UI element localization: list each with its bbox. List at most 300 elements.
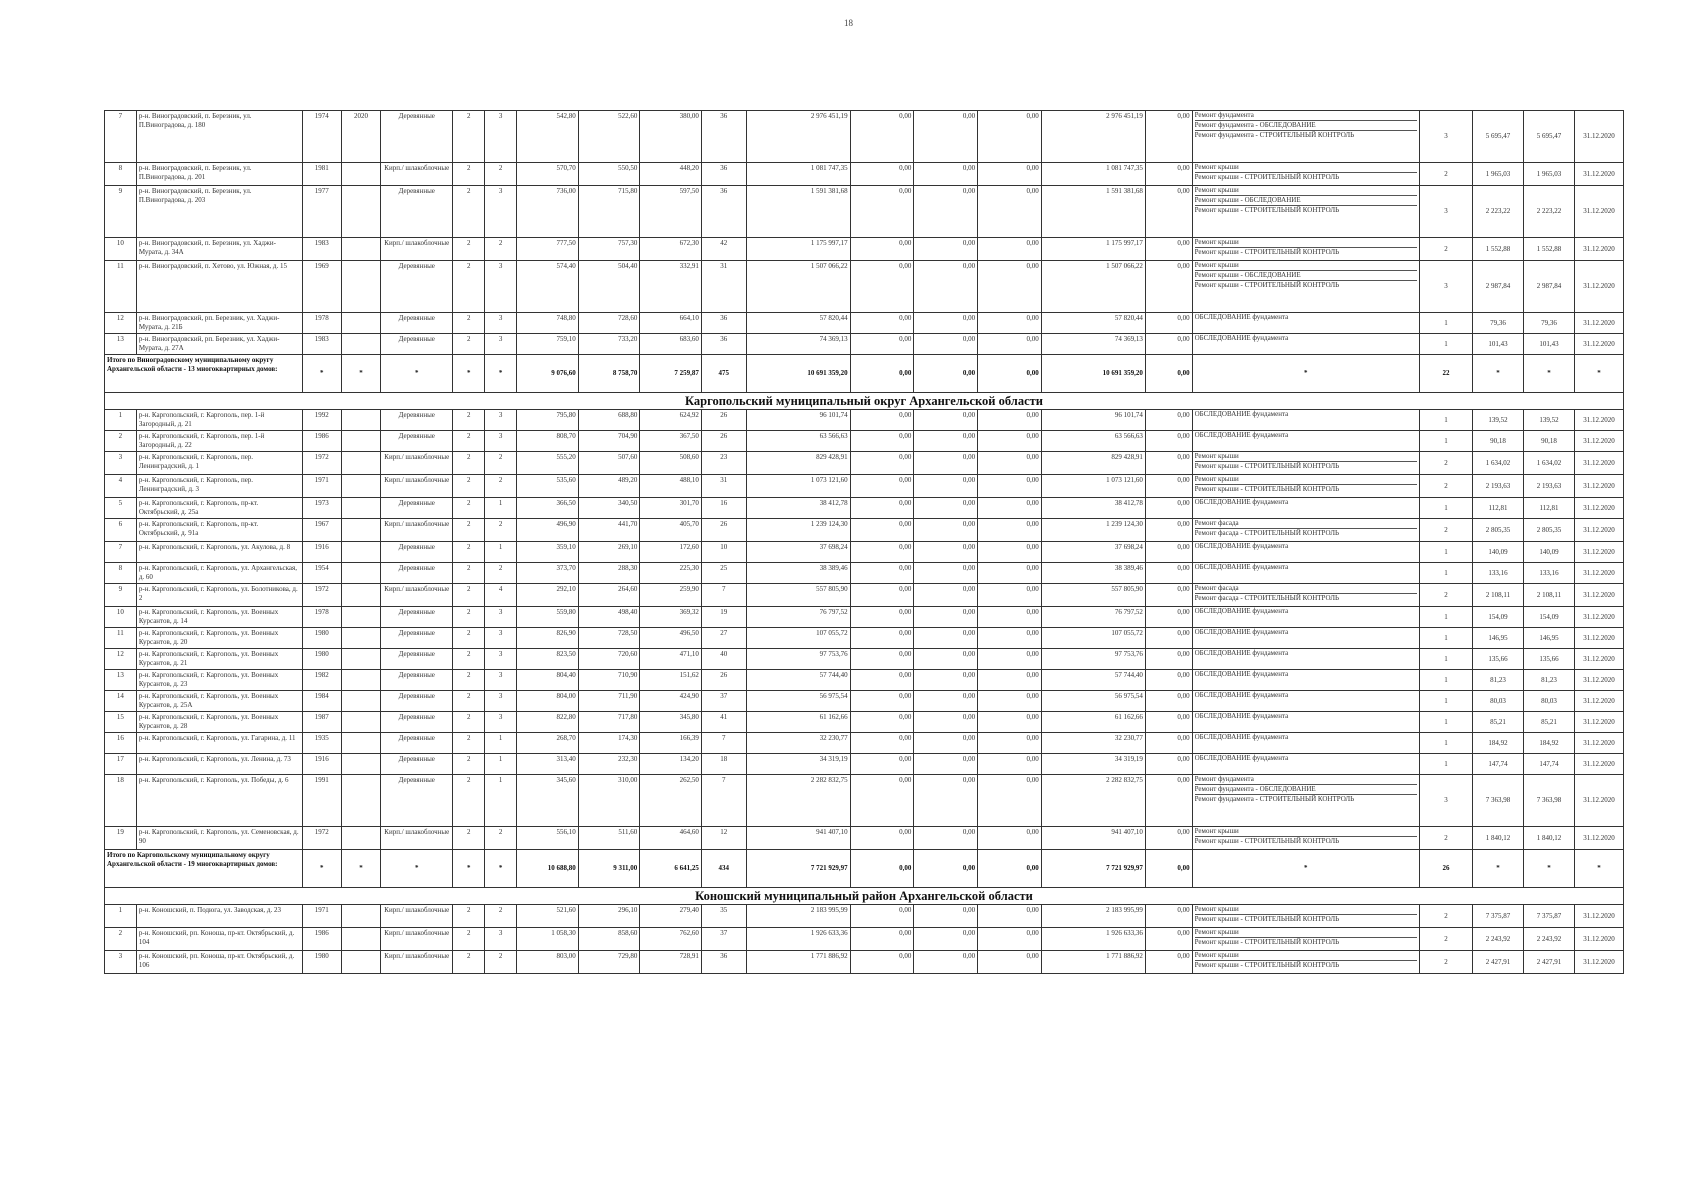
build-year: 1935 (302, 733, 341, 754)
wall-material: Деревянные (381, 334, 453, 355)
max-unit-cost: 80,03 (1524, 691, 1575, 712)
unit-cost: 2 805,35 (1473, 519, 1524, 542)
value-f4: 1 081 747,35 (1041, 163, 1145, 186)
total-f3: 0,00 (978, 355, 1042, 393)
work-item: ОБСЛЕДОВАНИЕ фундамента (1194, 542, 1289, 550)
value-f4: 38 389,46 (1041, 563, 1145, 584)
value-f2: 0,00 (914, 313, 978, 334)
repair-year (341, 928, 380, 951)
value-people: 25 (701, 563, 746, 584)
works-list (1192, 410, 1419, 431)
value-a2: 728,50 (578, 628, 640, 649)
value-f5: 0,00 (1145, 498, 1192, 519)
value-f2: 0,00 (914, 452, 978, 475)
work-item: Ремонт фундамента - СТРОИТЕЛЬНЫЙ КОНТРОЛЬ (1194, 131, 1355, 139)
unit-cost: 79,36 (1473, 313, 1524, 334)
floors: 2 (453, 733, 485, 754)
value-a3: 728,91 (640, 951, 702, 974)
repair-year (341, 754, 380, 775)
total-a3: 7 259,87 (640, 355, 702, 393)
entrances: 2 (485, 519, 517, 542)
value-f3: 0,00 (978, 754, 1042, 775)
value-total: 32 230,77 (746, 733, 850, 754)
address: р-н. Каргопольский, г. Каргополь, ул. Болотникова, д. 2 (136, 584, 302, 607)
value-f5: 0,00 (1145, 951, 1192, 974)
value-people: 40 (701, 649, 746, 670)
entrances: 2 (485, 905, 517, 928)
value-f2: 0,00 (914, 951, 978, 974)
value-f4: 1 507 066,22 (1041, 261, 1145, 313)
value-f4: 829 428,91 (1041, 452, 1145, 475)
build-year: 1916 (302, 754, 341, 775)
floors: 2 (453, 261, 485, 313)
repair-year: 2020 (341, 111, 380, 163)
value-a1: 556,10 (517, 827, 579, 850)
deadline: 31.12.2020 (1575, 584, 1624, 607)
value-f1: 0,00 (850, 410, 914, 431)
value-a2: 489,20 (578, 475, 640, 498)
value-total: 829 428,91 (746, 452, 850, 475)
value-f4: 61 162,66 (1041, 712, 1145, 733)
unit-cost: 2 223,22 (1473, 186, 1524, 238)
value-f2: 0,00 (914, 431, 978, 452)
value-a1: 313,40 (517, 754, 579, 775)
build-year: 1991 (302, 775, 341, 827)
value-f3: 0,00 (978, 186, 1042, 238)
value-a2: 729,80 (578, 951, 640, 974)
unit-cost: 2 987,84 (1473, 261, 1524, 313)
repair-year (341, 712, 380, 733)
wall-material: Кирп./ шлакоблочные (381, 238, 453, 261)
value-total: 2 976 451,19 (746, 111, 850, 163)
table-row (105, 563, 1624, 584)
wall-material: Деревянные (381, 431, 453, 452)
value-total: 61 162,66 (746, 712, 850, 733)
value-a2: 507,60 (578, 452, 640, 475)
value-a3: 624,92 (640, 410, 702, 431)
works-list (1192, 670, 1419, 691)
works-list (1192, 905, 1419, 928)
wall-material: Деревянные (381, 691, 453, 712)
wall-material: Кирп./ шлакоблочные (381, 475, 453, 498)
work-item: Ремонт крыши - ОБСЛЕДОВАНИЕ (1195, 271, 1417, 281)
value-f3: 0,00 (978, 733, 1042, 754)
value-f5: 0,00 (1145, 584, 1192, 607)
value-a2: 264,60 (578, 584, 640, 607)
entrances: 3 (485, 712, 517, 733)
value-a3: 172,60 (640, 542, 702, 563)
row-number: 4 (105, 475, 137, 498)
max-unit-cost: 2 987,84 (1524, 261, 1575, 313)
repair-year (341, 628, 380, 649)
floors: 2 (453, 563, 485, 584)
deadline: 31.12.2020 (1575, 542, 1624, 563)
value-people: 26 (701, 670, 746, 691)
floors: 2 (453, 712, 485, 733)
works-count: 2 (1419, 584, 1472, 607)
entrances: 1 (485, 733, 517, 754)
works-list (1192, 712, 1419, 733)
floors: 2 (453, 475, 485, 498)
work-item: Ремонт фундамента - ОБСЛЕДОВАНИЕ (1195, 121, 1417, 131)
value-people: 27 (701, 628, 746, 649)
value-f5: 0,00 (1145, 628, 1192, 649)
floors: 2 (453, 186, 485, 238)
value-total: 2 282 832,75 (746, 775, 850, 827)
value-a2: 288,30 (578, 563, 640, 584)
max-unit-cost: 2 427,91 (1524, 951, 1575, 974)
value-f5: 0,00 (1145, 186, 1192, 238)
unit-cost: 140,09 (1473, 542, 1524, 563)
table-row (105, 928, 1624, 951)
value-f2: 0,00 (914, 475, 978, 498)
entrances: 2 (485, 163, 517, 186)
value-f4: 2 976 451,19 (1041, 111, 1145, 163)
floors: 2 (453, 649, 485, 670)
value-f4: 941 407,10 (1041, 827, 1145, 850)
work-item: ОБСЛЕДОВАНИЕ фундамента (1194, 607, 1289, 615)
value-f2: 0,00 (914, 186, 978, 238)
row-number: 19 (105, 827, 137, 850)
value-people: 36 (701, 951, 746, 974)
value-a1: 759,10 (517, 334, 579, 355)
unit-cost: 81,23 (1473, 670, 1524, 691)
value-total: 76 797,52 (746, 607, 850, 628)
value-f3: 0,00 (978, 712, 1042, 733)
address: р-н. Каргопольский, г. Каргополь, ул. Ленина, д. 73 (136, 754, 302, 775)
address: р-н. Каргопольский, г. Каргополь, пр-кт. Октябрьский, д. 25а (136, 498, 302, 519)
max-unit-cost: 2 108,11 (1524, 584, 1575, 607)
value-f3: 0,00 (978, 452, 1042, 475)
deadline: 31.12.2020 (1575, 519, 1624, 542)
value-f4: 38 412,78 (1041, 498, 1145, 519)
works-list (1192, 754, 1419, 775)
address: р-н. Коношский, п. Подюга, ул. Заводская, д. 23 (136, 905, 302, 928)
max-unit-cost: 90,18 (1524, 431, 1575, 452)
total-works-count: 22 (1419, 355, 1472, 393)
total-star-entr: * (485, 355, 517, 393)
row-number: 9 (105, 186, 137, 238)
repair-year (341, 431, 380, 452)
repair-year (341, 563, 380, 584)
value-a3: 134,20 (640, 754, 702, 775)
works-count: 2 (1419, 475, 1472, 498)
housing-repair-table (104, 110, 1624, 974)
value-total: 56 975,54 (746, 691, 850, 712)
value-f1: 0,00 (850, 733, 914, 754)
deadline: 31.12.2020 (1575, 431, 1624, 452)
unit-cost: 7 375,87 (1473, 905, 1524, 928)
value-people: 16 (701, 498, 746, 519)
entrances: 3 (485, 334, 517, 355)
build-year: 1984 (302, 691, 341, 712)
work-item: Ремонт крыши (1195, 452, 1417, 462)
repair-year (341, 607, 380, 628)
value-people: 7 (701, 584, 746, 607)
unit-cost: 5 695,47 (1473, 111, 1524, 163)
works-count: 2 (1419, 163, 1472, 186)
unit-cost: 2 193,63 (1473, 475, 1524, 498)
total-star-year2: * (341, 850, 380, 888)
value-a3: 471,10 (640, 649, 702, 670)
repair-year (341, 775, 380, 827)
total-f1: 0,00 (850, 355, 914, 393)
value-a1: 574,40 (517, 261, 579, 313)
wall-material: Деревянные (381, 111, 453, 163)
value-f1: 0,00 (850, 542, 914, 563)
row-number: 16 (105, 733, 137, 754)
value-a3: 672,30 (640, 238, 702, 261)
works-list (1192, 238, 1419, 261)
max-unit-cost: 2 223,22 (1524, 186, 1575, 238)
value-f3: 0,00 (978, 607, 1042, 628)
work-item: ОБСЛЕДОВАНИЕ фундамента (1194, 498, 1289, 506)
value-people: 26 (701, 431, 746, 452)
work-item: ОБСЛЕДОВАНИЕ фундамента (1194, 563, 1289, 571)
row-number: 8 (105, 563, 137, 584)
value-a3: 369,32 (640, 607, 702, 628)
value-f5: 0,00 (1145, 754, 1192, 775)
value-f5: 0,00 (1145, 313, 1192, 334)
floors: 2 (453, 431, 485, 452)
max-unit-cost: 85,21 (1524, 712, 1575, 733)
repair-year (341, 542, 380, 563)
value-a2: 340,50 (578, 498, 640, 519)
total-star-works: * (1192, 355, 1419, 393)
value-total: 107 055,72 (746, 628, 850, 649)
section-header (105, 888, 1624, 905)
work-item: Ремонт крыши - СТРОИТЕЛЬНЫЙ КОНТРОЛЬ (1194, 206, 1340, 214)
value-a3: 424,90 (640, 691, 702, 712)
row-number: 5 (105, 498, 137, 519)
value-f3: 0,00 (978, 691, 1042, 712)
value-a1: 822,80 (517, 712, 579, 733)
deadline: 31.12.2020 (1575, 827, 1624, 850)
unit-cost: 80,03 (1473, 691, 1524, 712)
max-unit-cost: 7 375,87 (1524, 905, 1575, 928)
work-item: ОБСЛЕДОВАНИЕ фундамента (1194, 733, 1289, 741)
max-unit-cost: 1 552,88 (1524, 238, 1575, 261)
address: р-н. Виноградовский, п. Березник, ул. П.Виноградова, д. 201 (136, 163, 302, 186)
row-number: 11 (105, 628, 137, 649)
value-f2: 0,00 (914, 928, 978, 951)
works-count: 1 (1419, 691, 1472, 712)
address: р-н. Виноградовский, п. Хетово, ул. Южная, д. 15 (136, 261, 302, 313)
value-a2: 717,80 (578, 712, 640, 733)
work-item: Ремонт крыши - ОБСЛЕДОВАНИЕ (1195, 196, 1417, 206)
wall-material: Кирп./ шлакоблочные (381, 905, 453, 928)
value-a3: 345,80 (640, 712, 702, 733)
value-f3: 0,00 (978, 542, 1042, 563)
value-f2: 0,00 (914, 563, 978, 584)
value-total: 74 369,13 (746, 334, 850, 355)
value-f3: 0,00 (978, 519, 1042, 542)
value-f5: 0,00 (1145, 261, 1192, 313)
address: р-н. Каргопольский, г. Каргополь, ул. Военных Курсантов, д. 20 (136, 628, 302, 649)
row-number: 1 (105, 905, 137, 928)
work-item: Ремонт крыши - СТРОИТЕЛЬНЫЙ КОНТРОЛЬ (1194, 173, 1340, 181)
repair-year (341, 905, 380, 928)
works-list (1192, 928, 1419, 951)
value-f2: 0,00 (914, 754, 978, 775)
total-f4: 10 691 359,20 (1041, 355, 1145, 393)
table-row (105, 712, 1624, 733)
repair-year (341, 334, 380, 355)
value-total: 34 319,19 (746, 754, 850, 775)
deadline: 31.12.2020 (1575, 905, 1624, 928)
value-a2: 728,60 (578, 313, 640, 334)
value-f1: 0,00 (850, 563, 914, 584)
value-f2: 0,00 (914, 498, 978, 519)
wall-material: Деревянные (381, 186, 453, 238)
deadline: 31.12.2020 (1575, 163, 1624, 186)
value-a3: 762,60 (640, 928, 702, 951)
value-f4: 74 369,13 (1041, 334, 1145, 355)
total-f1: 0,00 (850, 850, 914, 888)
floors: 2 (453, 519, 485, 542)
max-unit-cost: 139,52 (1524, 410, 1575, 431)
value-f1: 0,00 (850, 261, 914, 313)
unit-cost: 139,52 (1473, 410, 1524, 431)
build-year: 1992 (302, 410, 341, 431)
total-star-p2: * (1524, 850, 1575, 888)
work-item: ОБСЛЕДОВАНИЕ фундамента (1194, 431, 1289, 439)
repair-year (341, 691, 380, 712)
table-row (105, 754, 1624, 775)
works-count: 3 (1419, 775, 1472, 827)
repair-year (341, 186, 380, 238)
max-unit-cost: 154,09 (1524, 607, 1575, 628)
works-list (1192, 775, 1419, 827)
value-f4: 557 805,90 (1041, 584, 1145, 607)
floors: 2 (453, 607, 485, 628)
wall-material: Деревянные (381, 313, 453, 334)
value-people: 42 (701, 238, 746, 261)
value-f3: 0,00 (978, 163, 1042, 186)
value-f1: 0,00 (850, 607, 914, 628)
value-f2: 0,00 (914, 712, 978, 733)
value-a1: 535,60 (517, 475, 579, 498)
value-f1: 0,00 (850, 670, 914, 691)
value-f2: 0,00 (914, 410, 978, 431)
table-row (105, 238, 1624, 261)
unit-cost: 2 243,92 (1473, 928, 1524, 951)
work-item: Ремонт крыши - СТРОИТЕЛЬНЫЙ КОНТРОЛЬ (1194, 485, 1340, 493)
address: р-н. Каргопольский, г. Каргополь, пер. Ленинградский, д. 3 (136, 475, 302, 498)
entrances: 2 (485, 563, 517, 584)
value-f1: 0,00 (850, 452, 914, 475)
value-total: 1 771 886,92 (746, 951, 850, 974)
value-a1: 803,00 (517, 951, 579, 974)
repair-year (341, 475, 380, 498)
value-f2: 0,00 (914, 261, 978, 313)
value-f1: 0,00 (850, 951, 914, 974)
value-f4: 2 282 832,75 (1041, 775, 1145, 827)
value-f3: 0,00 (978, 313, 1042, 334)
work-item: Ремонт фасада - СТРОИТЕЛЬНЫЙ КОНТРОЛЬ (1194, 594, 1340, 602)
deadline: 31.12.2020 (1575, 928, 1624, 951)
total-f5: 0,00 (1145, 850, 1192, 888)
value-f1: 0,00 (850, 649, 914, 670)
table-row (105, 628, 1624, 649)
entrances: 3 (485, 186, 517, 238)
value-a3: 166,39 (640, 733, 702, 754)
value-f3: 0,00 (978, 238, 1042, 261)
value-f1: 0,00 (850, 111, 914, 163)
entrances: 1 (485, 498, 517, 519)
value-total: 1 175 997,17 (746, 238, 850, 261)
wall-material: Кирп./ шлакоблочные (381, 928, 453, 951)
value-total: 37 698,24 (746, 542, 850, 563)
works-list (1192, 111, 1419, 163)
floors: 2 (453, 163, 485, 186)
value-a1: 559,80 (517, 607, 579, 628)
row-number: 3 (105, 452, 137, 475)
entrances: 2 (485, 238, 517, 261)
entrances: 3 (485, 691, 517, 712)
total-star-year: * (302, 850, 341, 888)
value-f3: 0,00 (978, 475, 1042, 498)
works-count: 1 (1419, 498, 1472, 519)
floors: 2 (453, 111, 485, 163)
value-a1: 823,50 (517, 649, 579, 670)
value-f3: 0,00 (978, 498, 1042, 519)
value-f1: 0,00 (850, 334, 914, 355)
work-item: ОБСЛЕДОВАНИЕ фундамента (1194, 410, 1289, 418)
address: р-н. Виноградовский, п. Березник, ул. П.Виноградова, д. 180 (136, 111, 302, 163)
deadline: 31.12.2020 (1575, 670, 1624, 691)
max-unit-cost: 2 193,63 (1524, 475, 1575, 498)
works-count: 1 (1419, 670, 1472, 691)
value-f1: 0,00 (850, 163, 914, 186)
work-item: Ремонт крыши (1195, 827, 1417, 837)
value-a3: 683,60 (640, 334, 702, 355)
value-f1: 0,00 (850, 584, 914, 607)
work-item: Ремонт крыши - СТРОИТЕЛЬНЫЙ КОНТРОЛЬ (1194, 248, 1340, 256)
repair-year (341, 670, 380, 691)
works-count: 2 (1419, 238, 1472, 261)
build-year: 1973 (302, 498, 341, 519)
works-count: 1 (1419, 754, 1472, 775)
value-a1: 804,40 (517, 670, 579, 691)
total-people: 475 (701, 355, 746, 393)
total-star-p2: * (1524, 355, 1575, 393)
address: р-н. Виноградовский, рп. Березник, ул. Хаджи-Мурата, д. 27А (136, 334, 302, 355)
value-f4: 1 073 121,60 (1041, 475, 1145, 498)
floors: 2 (453, 951, 485, 974)
works-list (1192, 261, 1419, 313)
value-f5: 0,00 (1145, 410, 1192, 431)
value-f3: 0,00 (978, 431, 1042, 452)
work-item: Ремонт крыши (1195, 951, 1417, 961)
floors: 2 (453, 827, 485, 850)
build-year: 1986 (302, 928, 341, 951)
floors: 2 (453, 238, 485, 261)
repair-year (341, 498, 380, 519)
works-count: 2 (1419, 951, 1472, 974)
value-f3: 0,00 (978, 334, 1042, 355)
works-count: 1 (1419, 628, 1472, 649)
wall-material: Кирп./ шлакоблочные (381, 519, 453, 542)
table-row (105, 827, 1624, 850)
deadline: 31.12.2020 (1575, 261, 1624, 313)
value-f5: 0,00 (1145, 905, 1192, 928)
value-a2: 688,80 (578, 410, 640, 431)
address: р-н. Каргопольский, г. Каргополь, ул. Семеновская, д. 90 (136, 827, 302, 850)
work-item: Ремонт крыши (1195, 475, 1417, 485)
build-year: 1971 (302, 905, 341, 928)
works-count: 2 (1419, 905, 1472, 928)
